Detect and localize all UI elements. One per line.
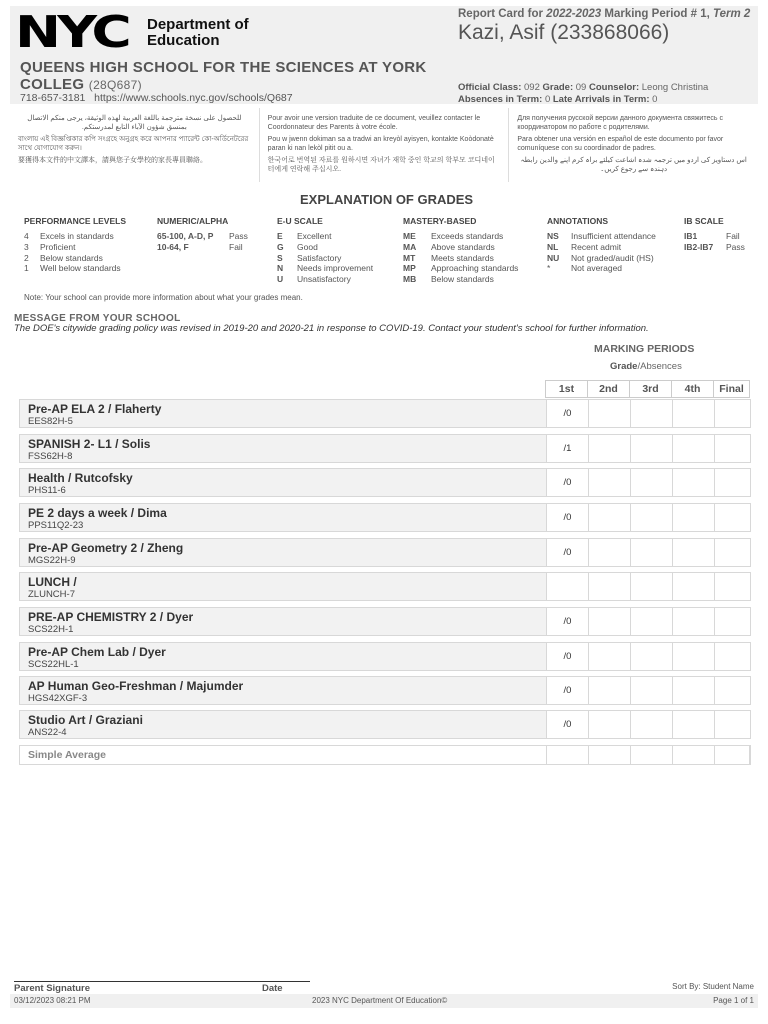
korean-notice: 한국어로 번역된 자료를 원하시면 자녀가 재학 중인 학교의 학부모 코디네이터에게 연락해 주십시오. [267,157,495,173]
grade-cell [714,676,751,705]
column-3rd: 3rd [629,380,672,398]
grade-cell [714,538,751,567]
legend-ib-scale: IB SCALE IB1 Fail IB2-IB7 Pass [684,216,745,252]
course-code: PPS11Q2-23 [28,520,84,531]
grade-cell [672,503,715,532]
grade-cell [630,676,673,705]
grade-cell [672,607,715,636]
school-message-text: The DOE's citywide grading policy was revised in 2019-20 and 2020-21 in response to COVID-19. Contact your student's school for further information. [14,323,649,334]
grade-cell: /0 [546,607,589,636]
grade-cell [588,607,631,636]
course-row [19,503,750,532]
department-name: Department of Education [147,16,249,49]
course-name: AP Human Geo-Freshman / Majumder [28,679,244,693]
grade-cell: /0 [546,468,589,497]
school-website[interactable]: https://www.schools.nyc.gov/schools/Q687 [94,92,293,104]
grade-cell [588,468,631,497]
school-message-title: MESSAGE FROM YOUR SCHOOL [14,313,181,324]
school-name: QUEENS HIGH SCHOOL FOR THE SCIENCES AT YORK COLLEG (28Q687) [20,59,427,93]
grade-cell [630,468,673,497]
course-row [19,399,750,428]
grade-cell [714,434,751,463]
grade-cell [714,642,751,671]
grade-cell [588,538,631,567]
arabic-notice: للحصول على نسخة مترجمة باللغة العربية لهذه الوثيقة، يرجى منكم الاتصال بمنسق شؤون الآباء التابع لمدرستكم. [27,115,242,131]
course-code: MGS22H-9 [28,555,76,566]
grade-cell [588,503,631,532]
copyright: 2023 NYC Department Of Education© [312,996,448,1005]
course-name: PRE-AP CHEMISTRY 2 / Dyer [28,610,194,624]
grade-cell [672,434,715,463]
legend-note: Note: Your school can provide more information about what your grades mean. [24,293,303,302]
course-name: Pre-AP ELA 2 / Flaherty [28,402,162,416]
parent-signature-label: Parent Signature [14,983,91,994]
student-info: Official Class: 092 Grade: 09 Counselor: Leong Christina Absences in Term: 0 Late Arrivals in Term: 0 [458,82,709,105]
grade-cell [672,572,715,601]
grades-explanation-title: EXPLANATION OF GRADES [300,192,474,207]
grade-cell: /0 [546,676,589,705]
grade-cell [714,399,751,428]
grade-cell [630,642,673,671]
grade-cell [588,710,631,739]
grade-cell [714,607,751,636]
grade-cell [672,399,715,428]
grade-cell: /1 [546,434,589,463]
grade-cell [672,538,715,567]
course-name: SPANISH 2- L1 / Solis [28,437,151,451]
grade-cell [630,399,673,428]
grade-cell [588,676,631,705]
course-code: FSS62H-8 [28,451,73,462]
grade-cell [588,434,631,463]
course-name: Pre-AP Geometry 2 / Zheng [28,541,184,555]
course-code: SCS22HL-1 [28,659,79,670]
grade-cell [588,642,631,671]
course-row [19,434,750,463]
course-name: Studio Art / Graziani [28,713,143,727]
course-row [19,607,750,636]
grade-cell [546,572,589,601]
chinese-notice: 要獲得本文件的中文譯本，請與您子女學校的家長專員聯絡。 [18,157,207,164]
legend-eu-scale: E-U SCALE E Excellent G Good S Satisfactory N Needs improvement U Unsatisfactory [277,216,374,285]
report-header [10,6,758,104]
course-row [19,676,750,705]
bengali-notice: বাংলায় এই বিজ্ঞপ্তিকার কপি সংগ্রহে অনুগ্রহ করে আপনার প্যারেন্ট কো-অর্ডিনেটরের সাথে যোগাযোগ করুন। [18,136,249,152]
school-contact [20,92,293,104]
grade-cell [672,676,715,705]
grade-cell: /0 [546,399,589,428]
course-code: EES82H-5 [28,416,73,427]
sort-by-label: Sort By: Student Name [672,982,754,991]
russian-notice: Для получения русской версии данного документа свяжитесь с координатором по работе с родителями. [517,115,723,131]
course-row [19,538,750,567]
grade-cell [588,572,631,601]
marking-periods-title: MARKING PERIODS [594,343,695,355]
grade-cell: /0 [546,503,589,532]
marking-period-columns [545,380,749,398]
grade-cell [714,572,751,601]
grades-legend [24,216,754,286]
grade-cell [630,607,673,636]
grade-cell [714,503,751,532]
grade-cell [588,399,631,428]
school-code: (28Q687) [88,78,142,92]
translation-col-1 [10,108,259,182]
legend-performance: PERFORMANCE LEVELS 4 Excels in standards 3 Proficient 2 Below standards 1 Well below standards [24,216,127,274]
course-code: PHS11-6 [28,485,66,496]
grade-absences-label: Grade/Absences [610,361,682,372]
grade-cell [630,503,673,532]
nyc-logo-mark: NYC [15,7,129,58]
course-name: Health / Rutcofsky [28,471,133,485]
grade-cell [630,538,673,567]
spanish-notice: Para obtener una versión en español de este documento por favor comuníquese con su coordinador de padres. [517,136,724,152]
student-name: Kazi, Asif (233868066) [458,21,670,44]
course-row [19,572,750,601]
simple-average-label: Simple Average [28,749,107,761]
course-row [19,468,750,497]
grade-cell [714,710,751,739]
legend-numeric: NUMERIC/ALPHA 65-100, A-D, P Pass 10-64, F Fail [157,216,248,252]
course-code: ZLUNCH-7 [28,589,75,600]
date-label: Date [262,983,283,994]
column-1st: 1st [545,380,588,398]
grade-cell [630,710,673,739]
urdu-notice: اس دستاویز کی اردو میں ترجمہ شدہ اشاعت کیلئے براہ کرم اپنے والدین رابطہ دہندہ سے رجوع کریں۔ [520,157,747,173]
course-code: HGS42XGF-3 [28,693,88,704]
page-number: Page 1 of 1 [713,996,754,1005]
column-final: Final [713,380,750,398]
print-timestamp: 03/12/2023 08:21 PM [14,996,91,1005]
course-code: SCS22H-1 [28,624,74,635]
course-name: Pre-AP Chem Lab / Dyer [28,645,166,659]
course-name: PE 2 days a week / Dima [28,506,167,520]
translation-col-3 [509,108,758,182]
haitian-notice: Pou w jwenn dokiman sa a tradwi an kreyòl ayisyen, kontakte Koòdonatè paran ki nan lekòl pitit ou a. [267,136,494,152]
french-notice: Pour avoir une version traduite de ce document, veuillez contacter le Coordonnateur des Parents à votre école. [267,115,481,131]
grade-cell [630,572,673,601]
legend-mastery: MASTERY-BASED ME Exceeds standards MA Above standards MT Meets standards MP Approaching standards MB Below standards [403,216,519,285]
report-card-title: Report Card for 2022-2023 Marking Period # 1, Term 2 [458,8,751,20]
grade-cell [672,710,715,739]
column-2nd: 2nd [587,380,630,398]
column-4th: 4th [671,380,714,398]
school-phone: 718-657-3181 [20,92,86,104]
course-row [19,642,750,671]
grade-cell [630,434,673,463]
simple-average-row [19,745,750,765]
translation-notices [10,108,758,182]
course-row [19,710,750,739]
course-name: LUNCH / [28,575,77,589]
signature-line [14,981,310,982]
legend-annotations: ANNOTATIONS NS Insufficient attendance NL Recent admit NU Not graded/audit (HS) * Not averaged [547,216,656,274]
course-code: ANS22-4 [28,727,67,738]
page-footer [10,994,758,1008]
nyc-doe-logo [15,7,249,58]
grade-cell: /0 [546,538,589,567]
grade-cell: /0 [546,710,589,739]
grade-cell [714,468,751,497]
grade-cell [672,642,715,671]
grade-cell: /0 [546,642,589,671]
translation-col-2 [259,108,510,182]
grade-cell [672,468,715,497]
